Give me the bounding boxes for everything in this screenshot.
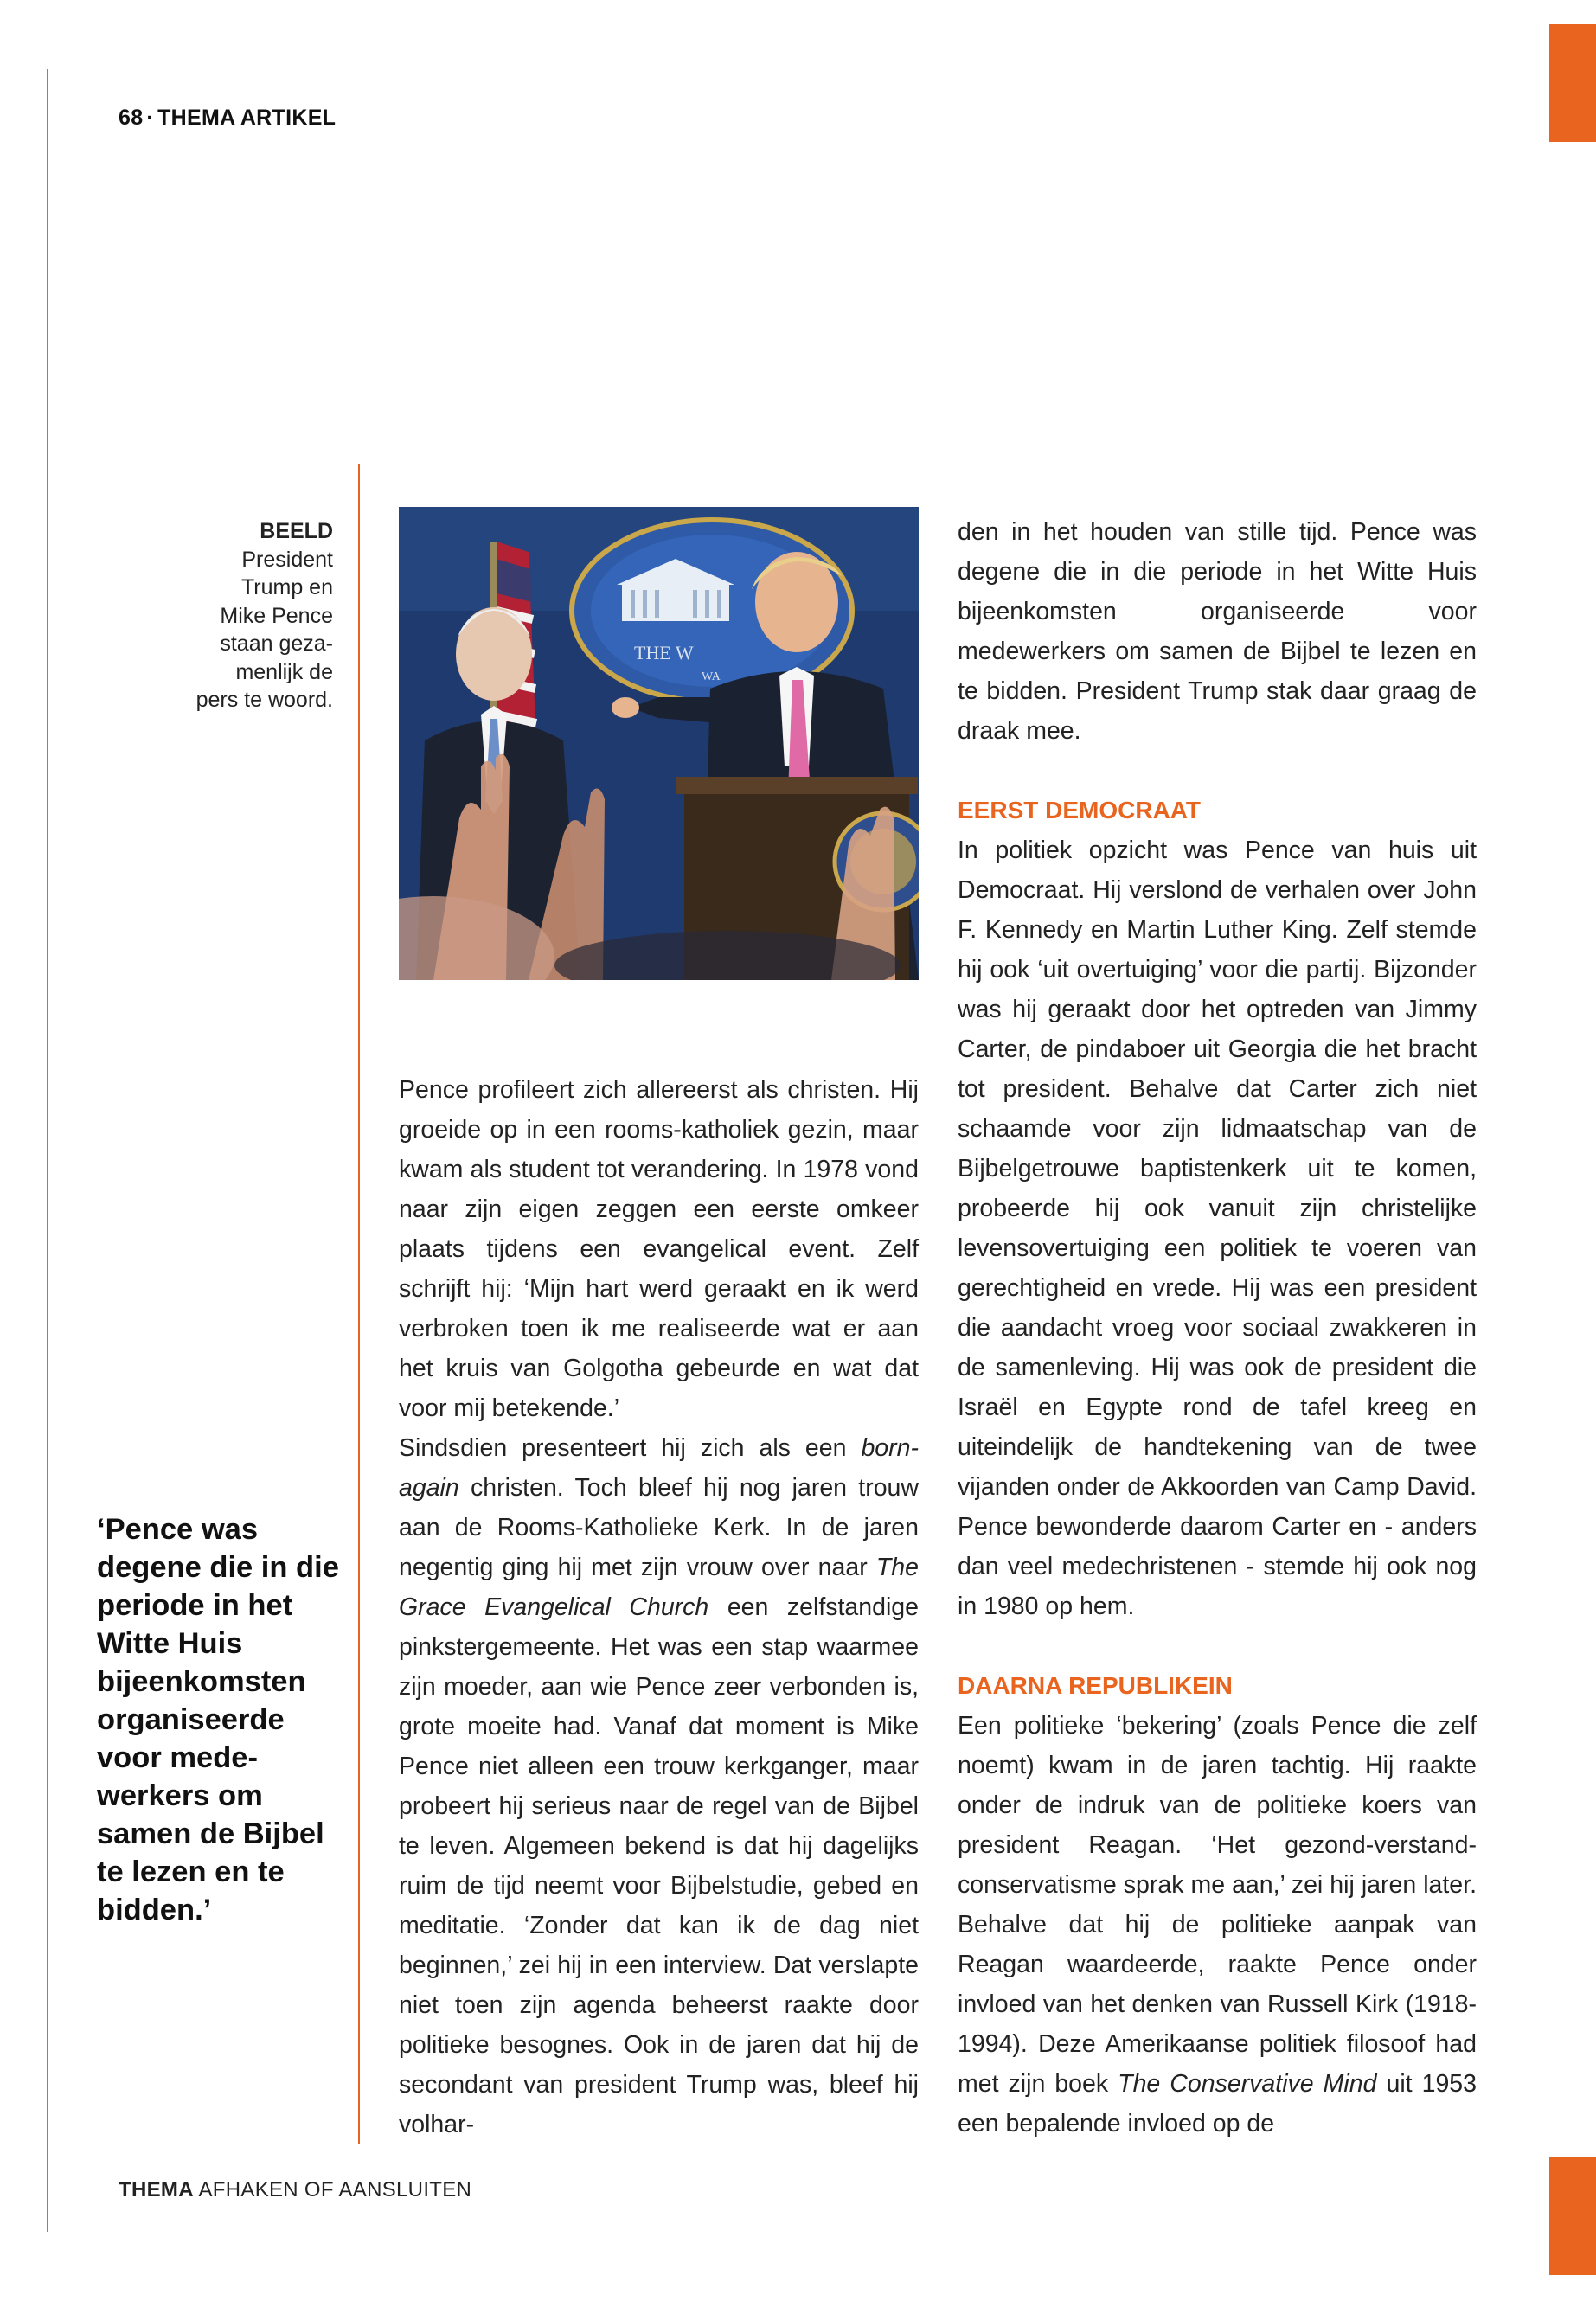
caption-line: staan geza-	[220, 631, 333, 656]
italic-church-name: The Grace Evangelical Church	[399, 1554, 919, 1621]
seal-text-2: WA	[702, 670, 721, 683]
caption-line: President	[241, 547, 333, 572]
article-column-middle	[399, 1070, 919, 2144]
italic-book-title: The Conservative Mind	[1118, 2070, 1377, 2098]
article-column-right	[958, 512, 1477, 2144]
paragraph: In politiek opzicht was Pence van huis uit Democraat. Hij verslond de verhalen over John F. Kennedy en Martin Luther King. Zelf stemde hij ook ‘uit overtuiging’ voor die partij. Bijzonder was hij geraakt door het optreden van Jimmy Carter, de pindaboer uit Georgia die het bracht tot president. Behalve dat Carter zich niet schaamde voor zijn lidmaatschap van de Bijbelgetrouwe baptistenkerk uit te komen, probeerde hij ook vanuit zijn christelijke levensovertuiging een politiek te voeren van gerechtigheid en vrede. Hij was een president die aandacht vroeg voor sociaal zwakkeren in de samenleving. Hij was ook de president die Israël en Egypte rond de tafel kreeg en uiteindelijk de handtekening van de twee vijanden onder de Akkoorden van Camp David. Pence bewonderde daarom Carter en - anders dan veel medechristenen - stemde hij ook nog in 1980 op hem.	[958, 836, 1477, 1620]
orange-edge-tab-top	[1549, 24, 1596, 142]
left-margin-rule	[47, 69, 48, 2232]
caption-title: BEELD	[260, 519, 333, 543]
footer-brand: THEMA	[119, 2178, 194, 2202]
caption-line: Trump en	[240, 575, 333, 599]
press-briefing-photo	[399, 507, 919, 980]
section-label: THEMA ARTIKEL	[157, 106, 337, 130]
orange-edge-tab-bottom	[1549, 2157, 1596, 2275]
subheading-democraat: EERST DEMOCRAAT	[958, 797, 1202, 824]
seal-text: THE W	[634, 642, 694, 663]
italic-term: born-again	[399, 1434, 919, 1502]
page-footer	[119, 2178, 471, 2202]
page-number: 68	[119, 106, 144, 130]
paragraph: Sindsdien presenteert hij zich als een born-again christen. Toch bleef hij nog jaren trouw aan de Rooms-Katholieke Kerk. In de jaren negentig ging hij met zijn vrouw over naar The Grace Evangelical Church een zelfstandige pinkstergemeente. Het was een stap waarmee zijn moeder, aan wie Pence zeer verbonden is, grote moeite had. Vanaf dat moment is Mike Pence niet alleen een trouw kerkganger, maar probeert hij serieus naar de regel van de Bijbel te leven. Algemeen bekend is dat hij dagelijks ruim de tijd neemt voor Bijbelstudie, gebed en meditatie. ‘Zonder dat kan ik de dag niet beginnen,’ zei hij in een interview. Dat verslapte niet toen zijn agenda beheerst raakte door politieke besognes. Ook in de jaren dat hij de secondant van president Trump was, bleef hij volhar-	[399, 1434, 919, 2138]
header-separator: ·	[146, 106, 155, 130]
photo-caption	[130, 517, 333, 715]
subheading-republikein: DAARNA REPUBLIKEIN	[958, 1672, 1233, 1699]
paragraph: Een politieke ‘bekering’ (zoals Pence die zelf noemt) kwam in de jaren tachtig. Hij raakte onder de indruk van de politieke koers van president Reagan. ‘Het gezond-verstand-conservatisme sprak me aan,’ zei hij jaren later. Behalve dat hij de politieke aanpak van Reagan waardeerde, raakte Pence onder invloed van het denken van Russell Kirk (1918-1994). Deze Amerikaanse politiek filosoof had met zijn boek The Conservative Mind uit 1953 een bepalende invloed op de	[958, 1712, 1477, 2138]
page-header	[119, 106, 336, 131]
paragraph: den in het houden van stille tijd. Pence was degene die in die periode in het Witte Huis bijeenkomsten organiseerde voor medewerkers om samen de Bijbel te lezen en te bidden. President Trump stak daar graag de draak mee.	[958, 518, 1477, 745]
paragraph: Pence profileert zich allereerst als christen. Hij groeide op in een rooms-katholiek gezin, maar kwam als student tot verandering. In 1978 vond naar zijn eigen zeggen een eerste omkeer plaats tijdens een evangelical event. Zelf schrijft hij: ‘Mijn hart werd geraakt en ik werd verbroken toen ik me realiseerde wat er aan het kruis van Golgotha gebeurde en wat dat voor mij betekende.’	[399, 1076, 919, 1422]
caption-line: pers te woord.	[195, 688, 333, 712]
footer-tagline: AFHAKEN OF AANSLUITEN	[198, 2178, 472, 2202]
column-divider-rule	[358, 464, 360, 2144]
pull-quote: ‘Pence was degene die in die periode in het Witte Huis bijeenkomsten organiseerde voor mede-werkers om samen de Bijbel te lezen en te bidden.’	[97, 1513, 339, 1926]
caption-line: menlijk de	[235, 659, 333, 684]
caption-line: Mike Pence	[220, 603, 333, 628]
